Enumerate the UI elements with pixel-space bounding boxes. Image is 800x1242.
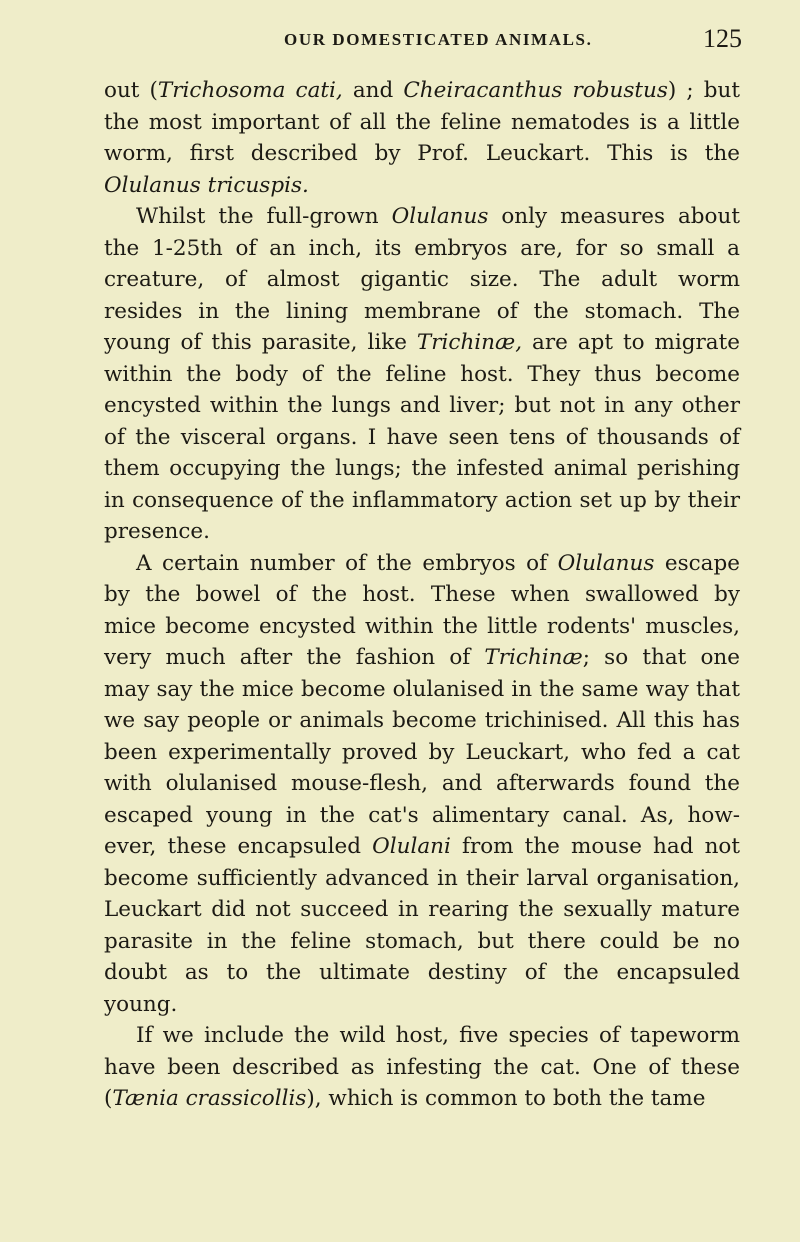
text-line — [104, 138, 740, 170]
text-run: ever, these encapsuled — [104, 834, 373, 859]
text-run: only measures about — [488, 204, 740, 229]
text-line — [104, 800, 740, 832]
text-run: with olulanised mouse-flesh, and afterwards found the — [104, 771, 740, 796]
running-head: OUR DOMESTICATED ANIMALS. — [284, 30, 593, 49]
text-run: out ( — [104, 78, 158, 103]
text-run: If we include the wild host, five species of tapeworm — [136, 1023, 740, 1048]
text-run: escape — [654, 550, 740, 576]
text-run: encysted within the lungs and liver; but not in any other — [104, 393, 740, 418]
italic-term: Trichinæ — [484, 645, 583, 670]
text-run: been experimentally proved by Leuckart, who fed a cat — [104, 739, 740, 765]
text-run: parasite in the feline stomach, but there could be no — [104, 928, 740, 954]
text-line — [104, 264, 740, 296]
text-run: and — [342, 78, 404, 103]
italic-term: Tænia crassicollis — [112, 1086, 307, 1111]
text-line — [104, 453, 740, 485]
text-run: may say the mice become olulanised in the same way that — [104, 676, 740, 702]
text-line — [104, 422, 740, 454]
text-run: young. — [104, 991, 178, 1017]
text-line — [104, 170, 740, 202]
text-line — [104, 485, 740, 517]
text-line — [104, 201, 740, 233]
text-line — [104, 831, 740, 863]
text-line — [104, 1083, 740, 1115]
text-line — [104, 989, 740, 1021]
text-run: Whilst the full-grown — [136, 204, 392, 229]
text-run: worm, first described by Prof. Leuckart. This is the — [104, 141, 740, 166]
text-line — [104, 768, 740, 800]
text-run: from the mouse had not — [450, 834, 741, 859]
text-run: by the bowel of the host. These when swallowed by — [104, 582, 740, 607]
text-run: ), which is common to both the tame — [306, 1086, 706, 1111]
text-line — [104, 548, 740, 580]
text-line — [104, 737, 740, 769]
body-text — [104, 75, 740, 1115]
italic-term: Trichosoma cati, — [157, 78, 343, 103]
text-line — [104, 863, 740, 895]
italic-term: Cheiracanthus robustus — [403, 78, 668, 103]
text-line — [104, 296, 740, 328]
text-line — [104, 75, 740, 107]
text-run: we say people or animals become trichinised. All this has — [104, 708, 740, 733]
text-run: of the visceral organs. I have seen tens of thousands of — [104, 424, 740, 450]
text-line — [104, 642, 740, 674]
text-run: ( — [104, 1086, 113, 1111]
text-run: young of this parasite, like — [104, 330, 417, 355]
text-run: them occupying the lungs; the infested animal perishing — [104, 456, 740, 481]
text-run: the most important of all the feline nematodes is a little — [104, 109, 740, 135]
text-line — [104, 894, 740, 926]
text-run: very much after the fashion of — [104, 645, 485, 670]
text-run: presence. — [104, 519, 210, 544]
text-run: doubt as to the ultimate destiny of the encapsuled — [104, 960, 740, 985]
text-run: become sufficiently advanced in their larval organisation, — [104, 865, 740, 891]
paragraph — [104, 548, 740, 1021]
text-run: in consequence of the inflammatory action set up by their — [104, 487, 740, 513]
italic-term: Olulanus tricuspis. — [104, 172, 309, 198]
text-line — [104, 107, 740, 139]
paragraph — [104, 1020, 740, 1115]
text-run: are apt to migrate — [522, 330, 740, 355]
text-run: resides in the lining membrane of the stomach. The — [104, 298, 740, 324]
page-number: 125 — [703, 24, 742, 53]
text-run: Leuckart did not succeed in rearing the sexually mature — [104, 897, 740, 922]
text-run: mice become encysted within the little rodents' muscles, — [104, 613, 740, 639]
italic-term: Trichinæ, — [416, 330, 523, 355]
text-run: escaped young in the cat's alimentary canal. As, how- — [104, 802, 740, 828]
italic-term: Olulanus — [391, 204, 489, 229]
text-line — [104, 674, 740, 706]
paragraph — [104, 201, 740, 548]
text-line — [104, 1020, 740, 1052]
italic-term: Olulanus — [557, 550, 655, 576]
text-line — [104, 611, 740, 643]
italic-term: Olulani — [372, 834, 451, 859]
text-run: have been described as infesting the cat. One of these — [104, 1054, 740, 1080]
text-run: A certain number of the embryos of — [136, 550, 558, 576]
text-line — [104, 579, 740, 611]
text-line — [104, 233, 740, 265]
text-run: ; so that one — [582, 645, 741, 670]
text-run: ) ; but — [667, 78, 740, 103]
text-line — [104, 957, 740, 989]
text-run: within the body of the feline host. They thus become — [104, 361, 740, 387]
text-run: the 1-25th of an inch, its embryos are, for so small a — [104, 235, 740, 261]
paragraph — [104, 75, 740, 201]
text-line — [104, 1052, 740, 1084]
text-line — [104, 359, 740, 391]
text-line — [104, 327, 740, 359]
text-line — [104, 390, 740, 422]
text-line — [104, 926, 740, 958]
text-line — [104, 516, 740, 548]
text-run: creature, of almost gigantic size. The adult worm — [104, 267, 740, 292]
text-line — [104, 705, 740, 737]
